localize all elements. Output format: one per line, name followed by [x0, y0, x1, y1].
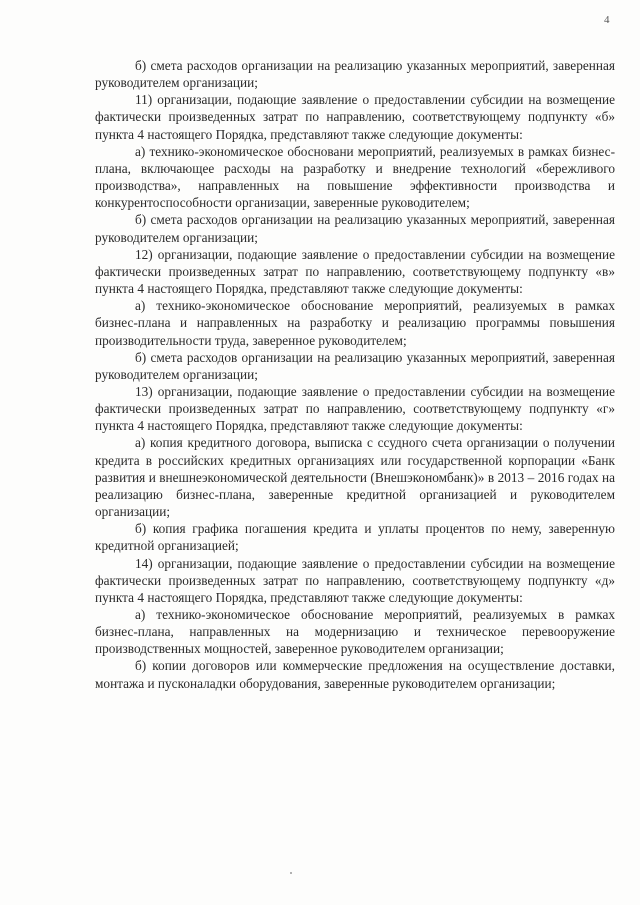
page-number: 4 — [604, 14, 610, 26]
paragraph: 11) организации, подающие заявление о предоставлении субсидии на возмещение фактически произведенных затрат по направлению, соответствующему подпункту «б» пункта 4 настоящего Порядка, представляют также следующие документы: — [95, 92, 615, 142]
paragraph: б) копии договоров или коммерческие предложения на осуществление доставки, монтажа и пусконаладки оборудования, заверенные руководителем организации; — [95, 658, 615, 691]
paragraph: б) смета расходов организации на реализацию указанных мероприятий, заверенная руководителем организации; — [95, 349, 615, 382]
paragraph: 14) организации, подающие заявление о предоставлении субсидии на возмещение фактически произведенных затрат по направлению, соответствующему подпункту «д» пункта 4 настоящего Порядка, представляют также следующие документы: — [95, 555, 615, 605]
document-body — [95, 57, 615, 692]
paragraph: б) смета расходов организации на реализацию указанных мероприятий, заверенная руководителем организации; — [95, 58, 615, 91]
paragraph: а) технико-экономическое обоснование мероприятий, реализуемых в рамках бизнес-плана и направленных на разработку и реализацию программы повышения производительности труда, заверенное руководителем; — [95, 298, 615, 348]
paragraph: а) технико-экономическое обосновани мероприятий, реализуемых в рамках бизнес-плана, включающее расходы на разработку и внедрение технологий «бережливого производства», направленных на повышение эффективности производства и конкурентоспособности организации, заверенные руководителем; — [95, 143, 615, 211]
paragraph: а) копия кредитного договора, выписка с ссудного счета организации о получении кредита в российских кредитных организациях или государственной корпорации «Банк развития и внешнеэкономической деятельности (Внешэкономбанк)» в 2013 – 2016 годах на реализацию бизнес-плана, заверенные кредитной организацией и руководителем организации; — [95, 435, 615, 520]
paragraph: б) смета расходов организации на реализацию указанных мероприятий, заверенная руководителем организации; — [95, 212, 615, 245]
paragraph: 12) организации, подающие заявление о предоставлении субсидии на возмещение фактически произведенных затрат по направлению, соответствующему подпункту «в» пункта 4 настоящего Порядка, представляют также следующие документы: — [95, 246, 615, 297]
paragraph: 13) организации, подающие заявление о предоставлении субсидии на возмещение фактически произведенных затрат по направлению, соответствующему подпункту «г» пункта 4 настоящего Порядка, представляют также следующие документы: — [95, 383, 615, 434]
paragraph: а) технико-экономическое обоснование мероприятий, реализуемых в рамках бизнес-плана, направленных на модернизацию и техническое перевооружение производственных мощностей, заверенное руководителем организации; — [95, 607, 615, 657]
paragraph: б) копия графика погашения кредита и уплаты процентов по нему, заверенную кредитной организацией; — [95, 521, 615, 554]
scan-artifact — [290, 872, 292, 874]
